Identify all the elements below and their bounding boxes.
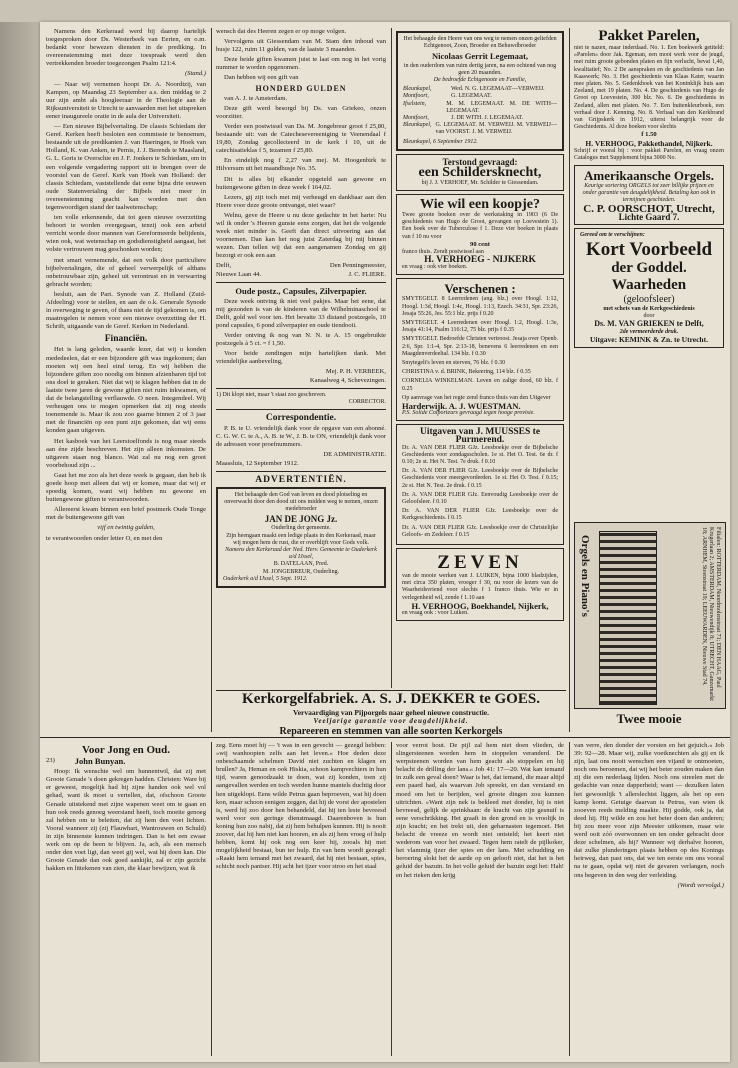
sign-name: J. C. FLIERE.	[348, 270, 386, 278]
kv-author: Ds. M. VAN GRIEKEN te Delft,	[594, 319, 704, 329]
penningmeester-signature-2	[216, 271, 386, 279]
wanted-line-3: bij J. J. VERHOEF, Mr. Schilder te Giessendam.	[421, 179, 539, 186]
story-divider-3	[569, 742, 570, 1056]
story-number: 23)	[46, 757, 55, 765]
koopje-sub: en vraag : ook vier boeken.	[402, 264, 468, 271]
death-notice-de-jong	[216, 487, 386, 588]
banner-line-2: Veeljarige garantie voor deugdelijkheid.	[313, 717, 469, 725]
postzegels-3: Voor beide zendingen mijn hartelijken dank. Met vriendelijke aanbeveling,	[216, 350, 386, 366]
verschenen-item: Smytegelt's leven en sterven, 76 blz. f 0.30	[402, 360, 506, 367]
banner-dekker	[216, 690, 566, 737]
story-continued: (Wordt vervolgd.)	[677, 881, 724, 889]
corrector-sign: CORRECTOR.	[348, 398, 386, 405]
newspaper-page	[40, 22, 730, 1062]
story-column-3	[396, 742, 564, 1056]
postzegels-addr: Kanaalweg 4, Schevezingen.	[309, 376, 386, 384]
verschenen-note: Op aanvrage van het regte zend franco thuis van den Uitgever	[402, 394, 551, 401]
relative-row	[403, 122, 557, 136]
story-author: John Bunyan.	[74, 756, 126, 767]
divider	[216, 282, 386, 283]
pakket-parelen-title: Pakket Parelen,	[598, 28, 700, 44]
relative-names: Wed. N. G. LEGEMAAT—VERWEIJ.	[451, 86, 545, 93]
ad-koopje	[396, 194, 564, 275]
death-text-3: Zijn heengaan maakt een ledige plaats in den Kerkeraad, maar wij mogen hem de rust, die er overblijft voor Gods volk.	[226, 532, 376, 546]
ad-amerikaansche-orgels	[574, 165, 724, 225]
story-column-2	[216, 742, 386, 1056]
banner-line-3: Repareeren en stemmen van alle soorten Kerkorgels	[279, 726, 503, 737]
verschenen-ps: P.S. Solide Colporteurs gevraagd tegen hooge provisie.	[402, 410, 535, 417]
death-text-7: Ouderkerk a/d IJssel, 5 Sept. 1912.	[223, 575, 308, 582]
relative-row	[403, 115, 557, 122]
column-3	[396, 28, 564, 688]
orgels-addr: Lichte Gaard 7.	[618, 211, 680, 222]
relative-place: Bleunkapel,	[403, 86, 432, 93]
story-text-3: voor verrot hout. De pijl zal hem niet doen vlieden, de slingersteenen worden hem in stoppelen veranderd. De werpsteenen worden van hem geacht als stoppelen en hij belacht de drilling der lans.« Job 41: 17—20. Wat kan iemand in zulk een geval doen? Waar is het, dat iemand, die maar altijd een paard had, als waarvan Job spreekt, en dan verstand en moed om het te berijden, wel groote dingen zou kunnen uitrichten. »Want zijn nek is bekleed met donder, hij is niet bevreesd, gelijk de sprinkhaan: de kracht van zijn gesnuif is eene verschrikking. Het graaft in den grond en is vroolijk in zijn kracht; en het trekt uit, den geharnasten tegemoet. Het belacht de vreeze en wordt niet ontsteld; het keert niet wederom van voor het zwaard. Tegen hem ratelt de pijlkoker, het vlammig ijzer der spies en der lans. Met schudding en beroering slokt het de aarde op en gelooft niet, dat het is het geluid der bazuin. In het volle geluid der bazuin zegt het: Hah! en het rieken den krijg	[396, 742, 564, 879]
paragraph-noordtzij: — Naar wij vernemen hoopt Dr. A. Noordtzij, van Kampen, op Maandag 23 September a.s. den middag te 2 uur zijn ambt als hoogleeraar in de Theologie aan de Rijksuniversiteit te Utrecht te aanvaarden met het uitspreken eener inaugureele oratie in de aula der Universiteit.	[46, 80, 206, 120]
correspondentie-text: P. B. te U. vriendelijk dank voor de opgave van een abonné. C. G. W. C. te A., A. B. te W., J. B. te ON, vriendelijk dank voor de adressen voor proefnummers.	[216, 425, 386, 449]
death-text-6: M. JONGEBREUR, Ouderling.	[262, 568, 340, 575]
financien-amount: vijf en twintig gulden,	[97, 524, 155, 532]
ad-zeven	[396, 548, 564, 621]
col2-p4: Dan hebben wij een gift van	[224, 74, 299, 82]
column-divider-3	[569, 28, 570, 732]
correspondentie-date: Maassluis, 12 September 1912.	[216, 459, 299, 467]
orgels-text: Keurige sortering ORGELS tot zeer billijke prijzen en onder garantie van deugdelijkheid. Betaling kan ook in termijnen geschieden.	[582, 183, 716, 204]
kv-sub: (geloofsleer)	[623, 294, 675, 306]
story-column-4	[574, 742, 724, 1056]
sign-role: Den Penningmeester,	[329, 262, 386, 270]
financien-1: Het is lang geleden, waarde lezer, dat wij u konden mededeelen, dat er een bijzondere gift was ingekomen; dan moeten wij een heel eind terug. En wij hebben die bijzondere giften zoo noodig om binnen afzienbaren tijd tot ons doel te geraken. Niet dat wij te klagen hebben dat in de laatste twee jaren de gewone giften niet ruim inkwamen, of dat de belangstelling verflauwde. O neen. Integendeel. Wij verheugen ons te mogen opmerken dat zij nog steeds toenemende is. Maar ik zou zoo gaarne binnen 2 of 3 jaar met de financiën op een punt zijn gekomen, dat wij eens konden gaan uitgeven.	[46, 346, 206, 435]
organ-text-1: Orgels en Piano's	[579, 535, 591, 617]
muusses-item: Dr. A. VAN DER FLIER GJz. Leesboekje over de Bijbelsche Geschiedenis voor zondagsscholen. 1e st. Het O. Test. 6e dr. f 0.10; 2e st. Het N. Test. 7e druk. f 0.10	[402, 444, 558, 465]
penningmeester-signature	[216, 262, 386, 270]
pakket-parelen-firm: H. VERHOOG, Pakkethandel, Nijkerk.	[585, 138, 713, 148]
divider	[216, 388, 386, 389]
col2-p2: Vervolgens uit Giessendam van M. Stam den inhoud van busje 122, ruim 11 gulden, van de laatste 3 maanden.	[216, 38, 386, 54]
paragraph-3: ten volle erkennende, dat tot geen nieuwe overzetting behoort te worden overgegaan, tenzij ook een arbeid verricht worde door mannen van Gereformeerde belijdenis, wien ook, wat wetenschap en godsdienstigheid aangaat, het volste vertrouwen mag geschonken worden;	[46, 214, 206, 254]
story-title: Voor Jong en Oud.	[81, 744, 171, 756]
ad-twee-mooie	[574, 712, 724, 738]
col2-p6: Deze gift werd besorgd bij Ds. van Griekeo, onzen voorzitter.	[216, 104, 386, 120]
correspondentie-heading: Correspondentie.	[265, 413, 337, 424]
col2-p8: En eindelijk nog f 2,27 van mej. M. Hoogenbirk te Hilversum uit het maandbusje No. 35.	[216, 157, 386, 173]
muusses-item: Dr. A. VAN DER FLIER GJz. Leesboekje over de Christelijke Geloofs- en Zedeleer. f 0.15	[402, 524, 558, 538]
paragraph-intro: Namens den Kerkeraad werd bij daarop hartelijk toegesproken door Ds. Westerbeek van Eerten, en o.m. bedankt voor bewezen diensten in de prediking. In overeenstemming met deze toespraak werd den vertrekkenden broeder toegezongen Psalm 121:4.	[46, 28, 206, 68]
legemaat-text-3: De bedroefde Echtgenoote en Familie,	[433, 76, 527, 83]
kv-pre: Gereed om te verschijnen:	[580, 231, 645, 238]
horizontal-divider	[40, 737, 730, 738]
relative-place: Bleunkapel,	[403, 122, 432, 129]
col2-p11: Welnu, geve de Heere u nu deze gedachte in het harte: Nu wil ik onder 's Heeren gunste eens zorgen, dat het de volgende week niet minder is. Geeft dan direct uitvoering aan dat voornemen. Dan kan het nog juist Zaterdag bij mij binnen wezen. Dan tellen wij dat een aangenamen Zondag en gij bezorgt er ook een aan	[216, 211, 386, 260]
kv-title-2: der Goddel. Waarheden	[611, 260, 687, 294]
postzegels-1: Deze week ontving ik niet veel pakjes. Maar het eene, dat mij gezonden is van de kinderen van de Wilhelminaschool te Delft, gold wel voor ten. Het bevatte 33 distand postzegels, 10 pond capsules, 6 pond zilverpapier en oude tiendooii.	[216, 297, 386, 329]
death-text-5: B. DATELAAN, Pred.	[273, 561, 329, 568]
muusses-item: Dr. A. VAN DER FLIER GJz. Leesboekje over de Kerkgeschiedenis. f 0.15	[402, 508, 558, 522]
col2-p10: Lezers, gij zijt toch met mij verheugd en dankbaar aan den Heere voor deze groote ontvangst, niet waar?	[216, 193, 386, 209]
correspondentie-sign: DE ADMINISTRATIE.	[323, 451, 386, 459]
col2-p5: van A. J. te Amsterdam.	[224, 94, 288, 102]
intro-sign: (Stand.)	[184, 70, 206, 78]
organ-image	[599, 531, 657, 705]
death-text-4: Namens den Kerkeraad der Ned. Herv. Gemeente te Ouderkerk a/d IJssel,	[225, 547, 377, 561]
pakket-parelen-price: f 1.50	[641, 131, 657, 139]
legemaat-text-1: Het behaagde den Heere van ons weg te nemen onzen geliefden Echtgenoot, Zoon, Broeder en Behuwdbroeder	[403, 36, 557, 50]
legemaat-name: Nicolaas Gerrit Legemaat,	[431, 51, 529, 62]
relative-place: Montfoort,	[403, 93, 429, 100]
legemaat-date: Bleunkapel, 6 September 1912.	[403, 138, 478, 145]
zeven-text: van de mooie werken van J. LUIKEN, bijna 1000 bladzijden, met circa 350 platen, vroeger f 30, nu voor de lezers van de Waarheidsvriend voor slechts f 1 franco thuis. Wie er in verlegenheid wil, zende f 1.10 aan	[402, 573, 558, 601]
col2-p9: Dit is alles bij elkander opgeteld aan gewone en buitengewone giften in deze week f 164,02.	[216, 175, 386, 191]
postzegels-2: Verder ontving ik nog van N. N. te A. 15 ongebruikte postzegels à 5 ct. = f 1,50.	[216, 332, 386, 348]
sign-address: Nieuwe Laan 44.	[216, 270, 262, 278]
col2-p7: Verder een postwissel van Da. M. Jongebreur groot f 25,80, bestaande uit: van de Catechesevereeniging te Veenendaal f 19,80, Zondag gecollecteerd in de kerk f 10, uit de catechisatieklas f 5, tezamen f 25,80.	[216, 122, 386, 155]
ad-muusses	[396, 424, 564, 545]
kv-title-1: Kort Voorbeeld	[585, 239, 713, 261]
twee-mooie-title: Twee mooie	[616, 712, 682, 726]
muusses-title: Uitgaven van J. MUUSSES te Purmerend.	[419, 427, 541, 446]
honderd-gulden: HONDERD GULDEN	[255, 83, 347, 93]
page-edge-shadow	[0, 22, 40, 1062]
ad-verschenen	[396, 278, 564, 421]
story-text-2: zeg. Eens moet hij — 't was in een gevecht — gezegd hebben: »wij wanhoopten zelfs aan het leven.« Hoe deden deze onbeschaamde schelmen David niet zuchten en klagen en brullen? Ja, Heman en ook Hiskia, schoon kampvechters in hun tijd, waren genoodzaakt te doen, wat zij konden, toen zij aangevallen werden en toch werden hunne mantels duchtig door hen uitgeklopt. Eens wilde Petrus gaan beproeven, wat hij doen kon, maar schoon eenigen zeggen, dat hij de vorst der apostelen is, werd hij zoo door hen behandeld, dat hij ten leste bevreesd werd voor een geringe dienstmaagd. Daarenboven is hun koning hun zoo nabij, dat zij hem behulpen kunnen. Hij is nooit zoover, dat hij hen niet kan hooren, en als zij hem vroeg of hulp hebben, komt hij ook nog een keer bij, zooals hij met mogelijkheid bestaat, bun ter hulp. En van hem wordt gezegd: »Raakt hem iemand met het zwaard, dat hij niet bestaan, spies, schicht noch pantser. Hij acht het ijzer voor stroo en het staal	[216, 742, 386, 871]
column-4	[574, 28, 724, 518]
divider	[216, 471, 386, 472]
verschenen-item: CHRISTINA v. d. BRINK, Bekeering, 114 blz. f 0.35	[402, 369, 531, 376]
column-divider-1	[211, 28, 212, 732]
corrector-note: 1) Dit klopt niet, maar 't staat zoo geschreven.	[216, 391, 327, 398]
zeven-title: ZEVEN	[437, 552, 523, 573]
muusses-item: Dr. A. VAN DER FLIER GJz. Eenvoudig Leesboekje over de Geloofsleer. f 0.10	[402, 491, 558, 505]
column-1	[46, 28, 206, 732]
col2-p3: Deze beide giften kwamen juist te laat om nog in het vorig nummer te worden opgenomen.	[216, 56, 386, 72]
col2-p1: wensch dat des Heeren zegen er op moge volgen.	[216, 28, 347, 35]
story-divider-2	[391, 742, 392, 1056]
verschenen-item: CORNELIA WINKELMAN. Leven en zalige dood, 60 blz. f 0.25	[402, 378, 558, 392]
paragraph-5: besluit, aan de Part. Synode van Z. Holland (Zuid-Afdeeling) voor te stellen, en aan de o.k. Generale Synode in overweging te geven, of thans niet de tijd gekomen is, om maatregelen te nemen voor een nieuwe overzetting der H. Schrift, uitgaande van de Geref. Kerken in Nederland.	[46, 290, 206, 331]
muusses-item: Dr. A. VAN DER FLIER GJz. Leesboekje over de Bijbelsche Geschiedenis voor meergevorderden. 1e st. Het O. Test. f 0.15; 2e st. Het N. Test. 2e druk. f 0.15	[402, 468, 558, 489]
kv-edition: 2de vermeerderde druk.	[619, 328, 679, 335]
financien-2: Het kasboek van het Leerstoelfonds is nog maar steeds aan éne zijde beschreven. Het zijn alleen inkomsten. De uitgaven staan nog blanco. Wat zal nu nog een groot voorbehoud zijn ...	[46, 437, 206, 469]
banner-title: Kerkorgelfabriek. A. S. J. DEKKER te GOES.	[242, 691, 540, 707]
legemaat-text-2: in den ouderdom van ruim dertig jaren, na een ochtend van nog geen 20 maanden.	[403, 62, 557, 76]
postzegels-heading: Oude postz., Capsules, Zilverpapier.	[235, 285, 367, 296]
ad-orgels-pianos	[574, 522, 726, 709]
ad-kort-voorbeeld	[574, 228, 724, 348]
financien-heading: Financiën.	[104, 334, 148, 345]
financien-end: te verantwoorden onder letter O, en met den	[46, 534, 163, 542]
relative-names: G. LEGEMAAT.	[451, 93, 492, 100]
column-divider-2	[391, 28, 392, 688]
kv-door: door	[643, 313, 655, 320]
sign-place: Delft,	[216, 262, 232, 270]
story-text-1: Hoop: Ik wenschte wel om hunnentwil, dat zij met Groote Genade 's doen gekregen hadden. Christen: Ware bij er geweest, mogelijk had hij zijne handen ook wel vol gehad, want ik moet u vertellen, dat, ofschoon Groote Genade uitstekend met zijne wapenen weet om te gaan en hun ook reeds genoeg weerstand heeft, toch moeite genoeg zal hebben om te beletten, dat zij hem den voet lichten. Vooral wanneer zij (zij Flauwhart, Wantrouwen en Schuld) in zijn binnenste kunnen indringen. Dan is het een zwaar werk om op de been te blijven. Ja, ach, als een mensch onder den voet ligt, dan weet gij wel, wat hij doen kan. Die Groote Genade dan ook goed aankijkt, zal er zijn gezicht hakken en littekenen van zien, die klaar bewijzen, wat ik	[46, 768, 206, 873]
relative-row	[403, 101, 557, 115]
story-header	[46, 757, 206, 765]
orgels-firm: C. P. OORSCHOT, Utrecht,	[583, 202, 715, 215]
koopje-text: Twee groote boeken over de werkstaking in 1903 (6 De geschiedenis van Hugo de Groot, gevangen op Loevestein 1). Een boek over de Tuberculose f 1. Deze vier boeken in plaats van f 10 nu voor	[402, 212, 558, 240]
koopje-title: Wie wil een koopje?	[420, 197, 540, 213]
verschenen-title: Verschenen :	[444, 281, 516, 297]
divider	[216, 409, 386, 410]
paragraph-bijbelvertaling: — Een nieuwe Bijbelvertaling. De classis Schiedam der Geref. Kerken heeft besloten een commissie te benoemen, bestaande uit de predikanten J. van Haeringen, te Hoek van Holland, K. van Anken, te Pernis, J. J. Berends te Maasland, G. L. Goris te Overschie en J. F. Jonkers te Schiedam, om in een volgende vergadering rapport uit te brengen over de voorstel van de Geref. Kerk van Hoek van Holland: der classis Schiedam, vaststellende dat eene bijna drie eeuwen oude Statenvertaling der Bijbels niet meer in overeenstemming geacht kan worden met den tegenwoordigen stand der taalwetenschap;	[46, 123, 206, 211]
column-2	[216, 28, 386, 732]
ad-schildersknecht	[396, 154, 564, 191]
koopje-price: 90 cent	[470, 240, 490, 248]
zeven-sub: en vraag ook : voor Luiken.	[402, 609, 469, 616]
death-name: JAN DE JONG Jz.	[264, 514, 338, 525]
relative-place: Montfoort,	[403, 114, 429, 121]
financien-3: Gaat het me zoo als het deze week is gegaan, dan heb ik goede hoop met alleen dat wij er komen, maar dat wij er spoedig komen, want wij hebben nu gewone en buitengewone giften te verantwoorden.	[46, 471, 206, 504]
story-text-4: van verre, den donder der vorsten en het gejuich.« Job 39: 92—28. Maar wij, zulke voetknechten als gij en ik zijn, laat ons nooit wenschen een vijand te ontmoeten, noch ons beroemen, dat wij het beter zouden maken dan zij die een nederlaag lijden. Noch ons streelen met de gedachte van onze dapperheid; want — dezulken laten het gewoonlijk 't allerslechtst liggen, als het op een kamp komt. Getuige daarvan is Petrus, van wien ik zooeven reeds melding maakte. Hij godde, ook ja, dat deed hij. Hij wilde en zou het beter doen dan anderen; bij zou meer voor zijn Meester uitkomen, maar wie werd ooit zóó overwonnen en ten onder gebracht door deze schelmen, als hij? Wanneer wij derhalve hooren, dat zulke plunderingen plaats hebben op des Konings heirweg, dan past ons, dat we ten eerste om ons vooral na te gaan, opdat wij niet de gevaren verlangen, noch ons begeven in den weg der verleiding.	[574, 742, 724, 879]
relative-names: G. LEGEMAAT. M. VERWEIJ. M. VERWEIJ—van VOORST. J. M. VERWEIJ.	[435, 122, 557, 136]
verschenen-firm: Harderwijk. A. J. WUESTMAN.	[402, 401, 521, 412]
pakket-parelen-sub: Schrijf er vooral bij : voor pakket Parelen, en vraag onzen Catalogus met Supplement bijna 3000 No.	[574, 147, 724, 161]
story-divider-1	[211, 742, 212, 1056]
pakket-parelen-text: niet te nazen, maar inderdaad. No. 1. Een boekwerk getiteld: »Parelen« door Jak. Egeman, een mooi werk voor de jeugd, met ruim groote gebonden platen en fijn verlucht, bevat 1,40, kwalitatief; No. 2 De aanspraken en de geschiedenis van Jan Kaaswerk; No. 3. Het geschiedenis van Klaas Kater, waarin mee platen. No. 5. Gedenkboek van het Koninklijk huis aan Zeeland, met 19 platen. No. 4. De geschiedenis van Hugo de Groot op Loevestein, 300 blz. No. 6. De geschiedenis in Zeeland, allen met platen. No. 7. Een buitenkleurboek, een verhaal door J. Kenning. No. 8. Verhaal van den Kerkbrand van Grijpskerk in 1912, uiterst belangrijk voor de Geschiedenis. Al deze boeken voor slechts	[574, 45, 724, 131]
relative-row	[403, 93, 557, 100]
relative-place: Ifselstein,	[403, 100, 427, 107]
kv-text: met schets van de Kerkgeschiedenis	[603, 306, 695, 313]
wanted-line-1: Terstond gevraagd:	[442, 156, 518, 167]
postzegels-sign: Mej. P. H. VERBEEK,	[325, 368, 386, 376]
relatives-list	[403, 86, 557, 136]
verschenen-item: SMYTEGELT. 4 Leerredenen over Hoogl. 1:2, Hoogl. 1:3e, Jesaja 41:14, Psalm 116:12, 75 blz. prijs f 0.35	[402, 320, 558, 334]
relative-names: M. M. LEGEMAAT. M. DE WITH—LEGEMAAT.	[446, 100, 557, 114]
banner-line-1: Vervaardiging van Pijporgels naar geheel nieuwe constructie.	[292, 708, 490, 717]
story-column-1	[46, 742, 206, 1056]
paragraph-4: met smart vernemende, dat een volk door particuliere bijbelvertalingen, die of geheel verwerpelijk of althans onbetrouwbaar zijn, geheel uit verontrust en in verwarring gebracht worden;	[46, 256, 206, 288]
death-notice-legemaat	[396, 31, 564, 151]
koopje-firm: H. VERHOEG - NIJKERK	[424, 255, 536, 266]
death-text-1: Het behaagde den God van leven en dood plotseling en onverwacht door den dood uit ons midden weg te nemen, onzen medebroeder	[224, 491, 378, 513]
orgels-title: Amerikaansche Orgels.	[584, 168, 714, 184]
organ-text-2: Filialen: ROTTERDAM, Noordmolenstraat 71; DEN HAAG, Paul Krugerlaan 2; AMSTERDAM, Nieuwendijk 8; UTRECHT, Ganzemarkt 18; ARNHEM, Steenstraat 19; LEEUWARDEN, Nieuwe Stad 74.	[701, 527, 721, 701]
zeven-firm: H. VERHOOG, Boekhandel, Nijkerk,	[411, 600, 549, 611]
verschenen-item: SMYTEGELT. Bedroefde Christen vertroost. Jesaja over Openb. 2:6, Spr. 1:1-4, Spr. 2:13-18, benevens 6 leerredenen en een Maagdenverdeeltal. 134 blz. f 0.30	[402, 336, 558, 357]
koopje-text-2: franco thuis. Zendt postwissel aan	[402, 248, 484, 255]
relative-names: J. DE WITH. J. LEGEMAAT.	[451, 114, 524, 121]
kv-publisher: Uitgave: KEMINK & Zn. te Utrecht.	[590, 334, 708, 344]
verschenen-item: SMYTEGELT. 8 Leerredenen (ang. blz.) over Hoogl. 1:12, Hoogl. 1:3d, Hoogl. 1:4c, Hoogl. 1:13, Ezech. 34:31, Spr. 23:26, Jesaja 55:26, Jes. 55:1 blz. prijs f 0.20	[402, 296, 558, 317]
wanted-line-2: een Schildersknecht,	[418, 164, 542, 180]
financien-4: Allereerst kwam binnen een brief postmerk Oude Tonge met de buitengewone gift van	[46, 506, 206, 522]
advertentien-heading: ADVERTENTIËN.	[255, 474, 347, 485]
death-text-2: Ouderling der gemeente.	[271, 525, 331, 532]
